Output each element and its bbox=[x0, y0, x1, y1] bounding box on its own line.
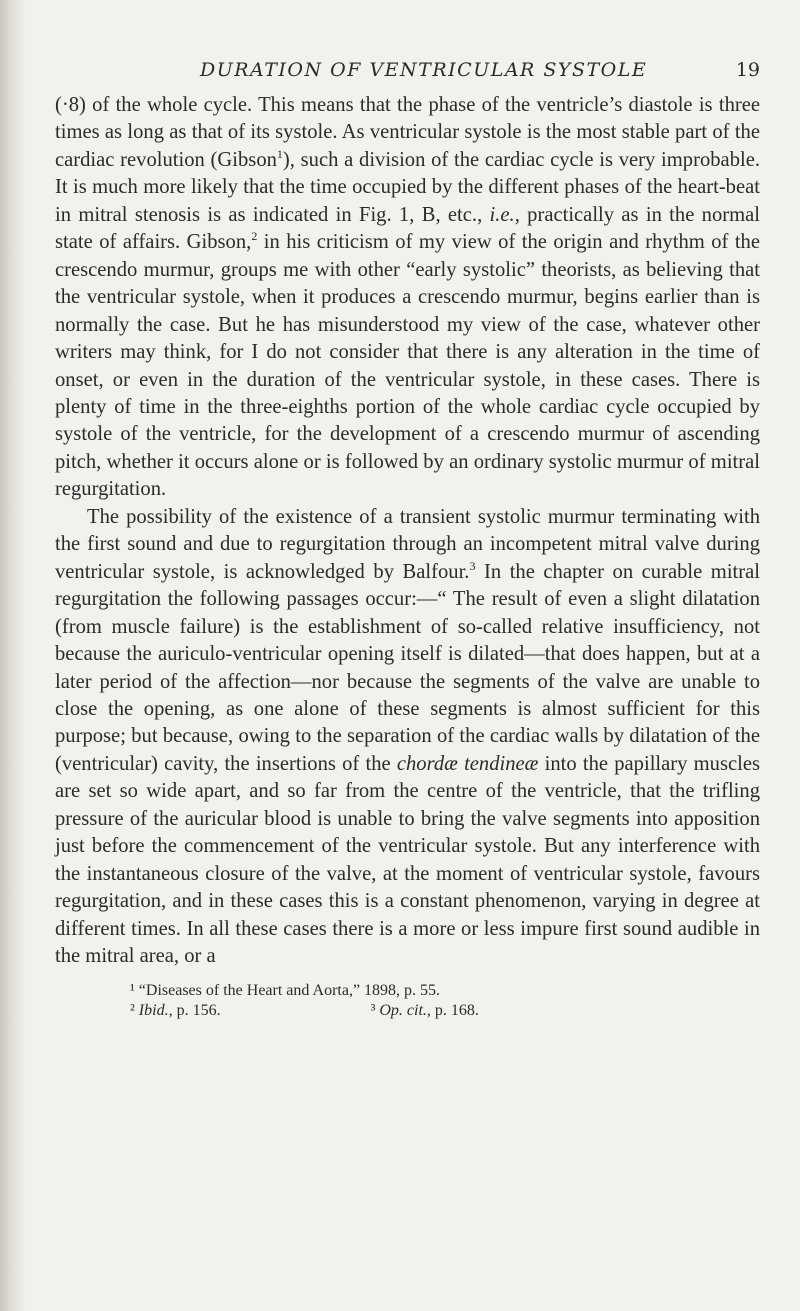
paragraph bbox=[55, 504, 760, 971]
binding-shadow bbox=[0, 0, 26, 1311]
text-run: , practically as in the normal state of affairs. Gibson, bbox=[55, 203, 760, 254]
footnote-1: ¹ “Diseases of the Heart and Aorta,” 1898, p. 55. bbox=[130, 981, 441, 999]
paragraph bbox=[55, 92, 760, 504]
footnote-ref: 2 bbox=[251, 229, 258, 244]
text-run: chordæ tendineæ bbox=[396, 752, 539, 775]
footnote-ref: 3 bbox=[469, 558, 476, 573]
page-number: 19 bbox=[735, 59, 760, 81]
text-run: in his criticism of my view of the origin and rhythm of the crescendo murmur, groups me with other “early systolic” theorists, as believing that the ventricular systole, when it produces a crescendo murmur, begins earlier than is normally the case. But he has misunderstood my view of the case, whatever other writers may think, for I do not consider that there is any alteration in the time of onset, or even in the duration of the ventricular systole, in these cases. There is plenty of time in the three-eighths portion of the whole cardiac cycle occupied by systole of the ventricle, for the development of a crescendo murmur of ascending pitch, whether it occurs alone or is followed by an ordinary systolic murmur of mitral regurgitation. bbox=[55, 231, 760, 501]
book-page bbox=[55, 52, 760, 1021]
text-run: The possibility of the existence of a transient systolic murmur terminating with the first sound and due to regurgitation through an incompetent mitral valve during ventricular systole, is acknowledged by Balfour. bbox=[55, 505, 760, 583]
text-run: B bbox=[421, 203, 436, 226]
footnote-2: ² Ibid., p. 156. bbox=[130, 1001, 221, 1019]
running-head-title: DURATION OF VENTRICULAR SYSTOLE bbox=[200, 59, 648, 81]
running-head bbox=[55, 52, 760, 86]
footnote-3: ³ Op. cit., p. 168. bbox=[370, 1001, 479, 1019]
footnotes bbox=[55, 981, 760, 1021]
text-run: ), such a division of the cardiac cycle is very improbable. It is much more likely that the time occupied by the different phases of the heart-beat in mitral stenosis is as indicated in Fig. 1, bbox=[55, 148, 760, 226]
text-run: i.e. bbox=[489, 203, 515, 226]
text-run: , etc., bbox=[435, 203, 490, 226]
footnote-ref: 1 bbox=[276, 147, 283, 162]
body-text bbox=[55, 92, 760, 971]
text-run: (·8) of the whole cycle. This means that the phase of the ventricle’s diastole is three times as long as that of its systole. As ventricular systole is the most stable part of the cardiac revolution (Gibson bbox=[55, 94, 760, 171]
text-run: In the chapter on curable mitral regurgitation the following passages occur:—“ The result of even a slight dilatation (from muscle failure) is the establishment of so-called relative insufficiency, not because the auriculo-ventricular opening itself is dilated—that does happen, but at a later period of the affection—nor because the segments of the valve are unable to close the opening, as one alone of these segments is almost sufficient for this purpose; but because, owing to the separation of the cardiac walls by dilatation of the (ventricular) cavity, the insertions of the bbox=[55, 560, 760, 775]
text-run: into the papillary muscles are set so wide apart, and so far from the centre of the ventricle, that the trifling pressure of the auricular blood is unable to bring the valve segments into apposition just before the commencement of the ventricular systole. But any interference with the instantaneous closure of the valve, at the moment of ventricular systole, favours regurgitation, and in these cases this is a constant phenomenon, varying in degree at different times. In all these cases there is a more or less impure first sound audible in the mitral area, or a bbox=[55, 752, 760, 968]
